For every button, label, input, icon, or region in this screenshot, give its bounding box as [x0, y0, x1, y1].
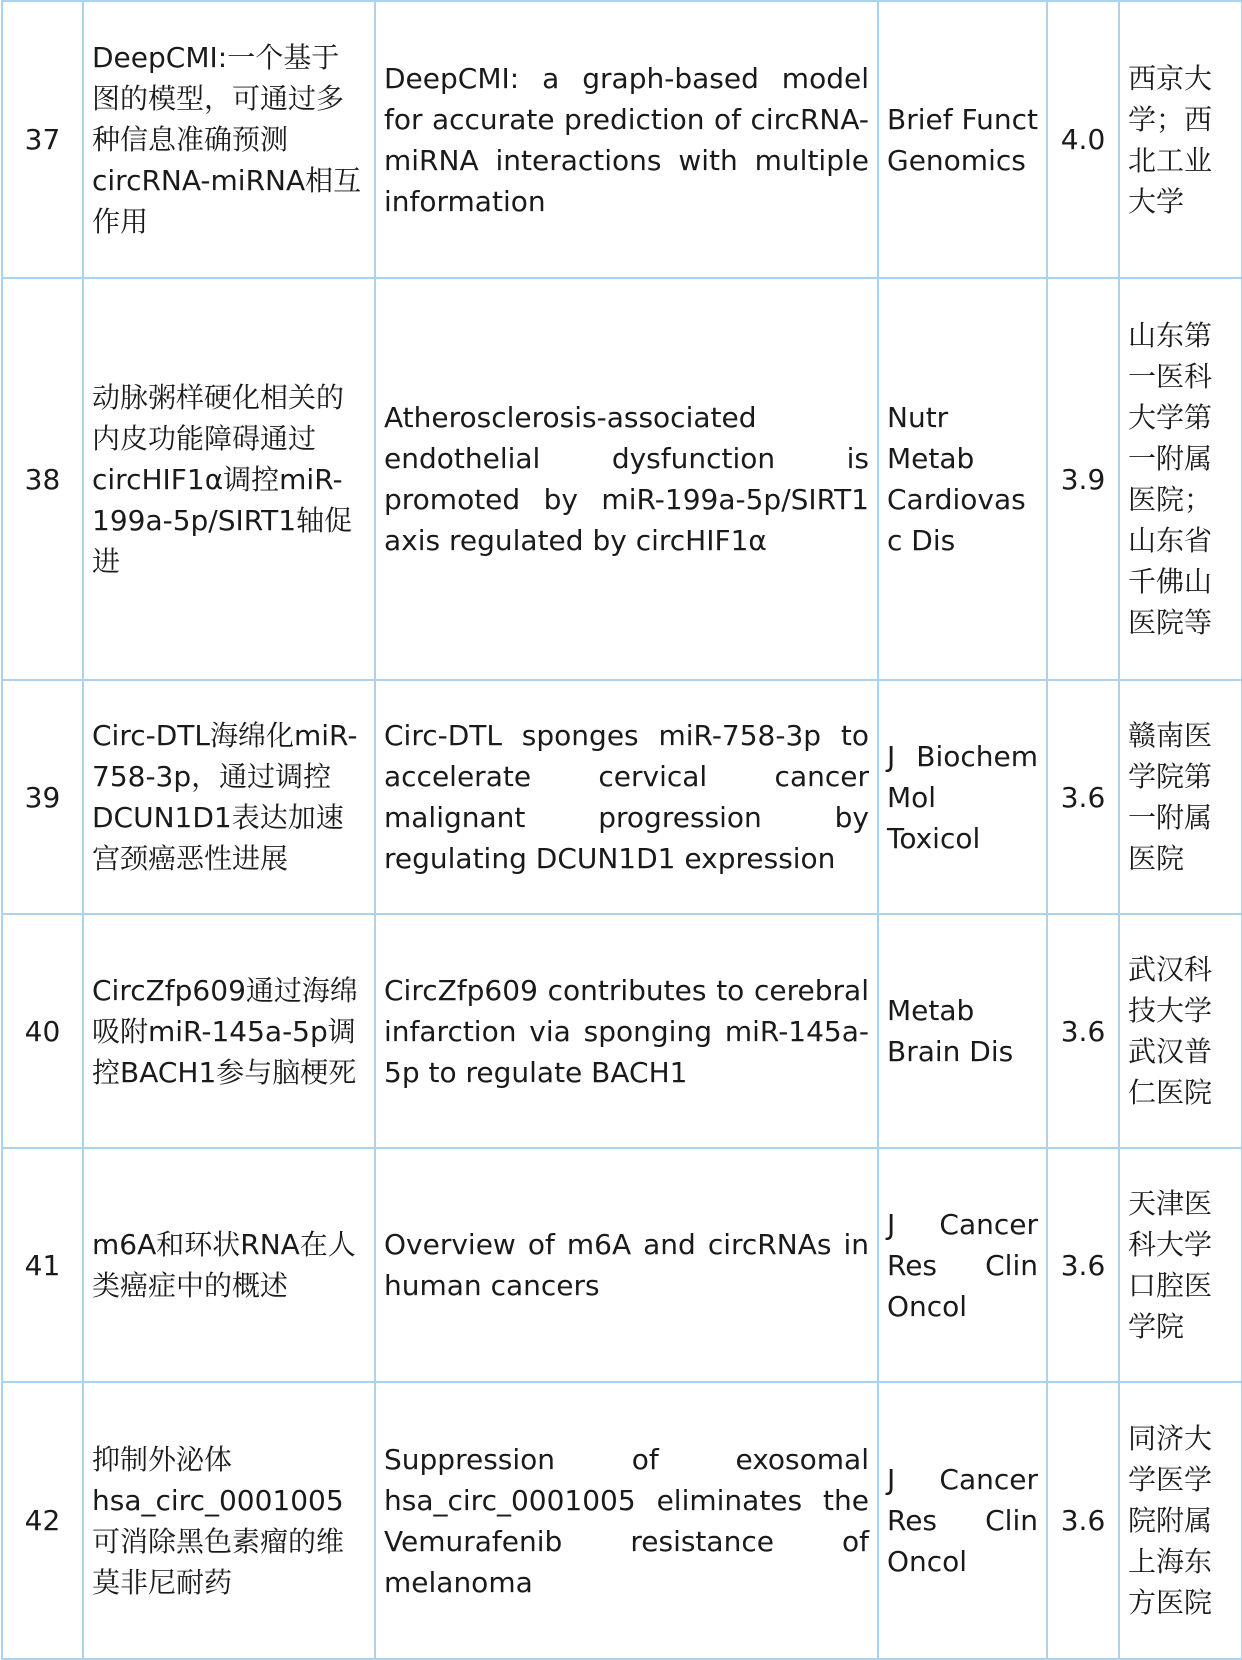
row-number: 38 [2, 278, 83, 680]
english-title: Overview of m6A and circRNAs in human cancers [375, 1148, 878, 1382]
english-title: Suppression of exosomal hsa_circ_0001005 eliminates the Vemurafenib resistance of melanoma [375, 1382, 878, 1659]
journal-name: Metab Brain Dis [878, 914, 1047, 1148]
chinese-title: CircZfp609通过海绵吸附miR-145a-5p调控BACH1参与脑梗死 [83, 914, 375, 1148]
impact-factor: 3.6 [1047, 1382, 1119, 1659]
row-number: 40 [2, 914, 83, 1148]
institution: 武汉科技大学武汉普仁医院 [1119, 914, 1242, 1148]
impact-factor: 3.6 [1047, 1148, 1119, 1382]
journal-name: J Cancer Res Clin Oncol [878, 1148, 1047, 1382]
journal-name: J Biochem Mol Toxicol [878, 680, 1047, 914]
institution: 西京大学；西北工业大学 [1119, 1, 1242, 278]
table-row [2, 1, 1242, 278]
publication-table [1, 0, 1242, 1660]
row-number: 37 [2, 1, 83, 278]
table-row [2, 278, 1242, 680]
chinese-title: Circ-DTL海绵化miR-758-3p，通过调控DCUN1D1表达加速宫颈癌恶性进展 [83, 680, 375, 914]
chinese-title: 抑制外泌体hsa_circ_0001005可消除黑色素瘤的维莫非尼耐药 [83, 1382, 375, 1659]
table-row [2, 1382, 1242, 1659]
chinese-title: m6A和环状RNA在人类癌症中的概述 [83, 1148, 375, 1382]
row-number: 42 [2, 1382, 83, 1659]
table-row [2, 1148, 1242, 1382]
table-row [2, 680, 1242, 914]
institution: 天津医科大学口腔医学院 [1119, 1148, 1242, 1382]
journal-name: J Cancer Res Clin Oncol [878, 1382, 1047, 1659]
row-number: 41 [2, 1148, 83, 1382]
institution: 山东第一医科大学第一附属医院；山东省千佛山医院等 [1119, 278, 1242, 680]
journal-name: Brief Funct Genomics [878, 1, 1047, 278]
chinese-title: DeepCMI:一个基于图的模型，可通过多种信息准确预测circRNA-miRNA相互作用 [83, 1, 375, 278]
english-title: CircZfp609 contributes to cerebral infarction via sponging miR-145a-5p to regulate BACH1 [375, 914, 878, 1148]
institution: 同济大学医学院附属上海东方医院 [1119, 1382, 1242, 1659]
impact-factor: 4.0 [1047, 1, 1119, 278]
english-title: DeepCMI: a graph-based model for accurate prediction of circRNA-miRNA interactions with multiple information [375, 1, 878, 278]
table-row [2, 914, 1242, 1148]
english-title: Atherosclerosis-associated endothelial dysfunction is promoted by miR-199a-5p/SIRT1 axis regulated by circHIF1α [375, 278, 878, 680]
row-number: 39 [2, 680, 83, 914]
impact-factor: 3.6 [1047, 914, 1119, 1148]
english-title: Circ-DTL sponges miR-758-3p to accelerate cervical cancer malignant progression by regulating DCUN1D1 expression [375, 680, 878, 914]
chinese-title: 动脉粥样硬化相关的内皮功能障碍通过circHIF1α调控miR-199a-5p/SIRT1轴促进 [83, 278, 375, 680]
impact-factor: 3.6 [1047, 680, 1119, 914]
journal-name: Nutr Metab Cardiovasc Dis [878, 278, 1047, 680]
impact-factor: 3.9 [1047, 278, 1119, 680]
institution: 赣南医学院第一附属医院 [1119, 680, 1242, 914]
